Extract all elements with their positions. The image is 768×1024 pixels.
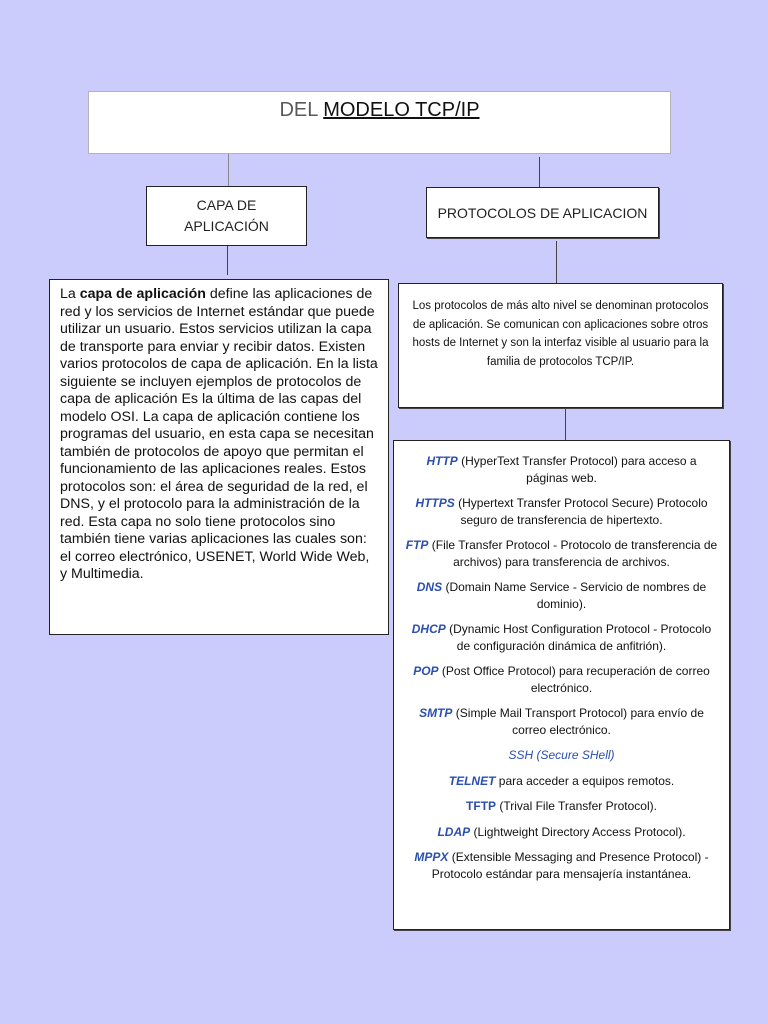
protocol-item bbox=[404, 798, 719, 815]
protocol-abbr: TFTP bbox=[466, 799, 497, 813]
protocol-abbr: SSH (Secure SHell) bbox=[508, 748, 615, 762]
protocol-desc: (Dynamic Host Configuration Protocol - Protocolo de configuración dinámica de anfitrión). bbox=[445, 622, 712, 653]
protocol-item bbox=[404, 824, 719, 841]
protocol-desc: (File Transfer Protocol - Protocolo de transferencia de archivos) para transferencia de archivos. bbox=[428, 538, 718, 569]
protocol-item bbox=[404, 579, 719, 612]
title-prefix: DEL bbox=[279, 99, 324, 121]
protocol-desc: (Domain Name Service - Servicio de nombres de dominio). bbox=[442, 580, 707, 611]
protocol-abbr: TELNET bbox=[448, 773, 496, 788]
protocol-desc: (Simple Mail Transport Protocol) para envío de correo electrónico. bbox=[452, 706, 704, 737]
protocol-item bbox=[404, 495, 719, 528]
protocol-desc: (Lightweight Directory Access Protocol). bbox=[470, 824, 686, 839]
protocol-list-box bbox=[393, 440, 730, 930]
protocol-item bbox=[404, 621, 719, 654]
protocol-intro-text: Los protocolos de más alto nivel se denominan protocolos de aplicación. Se comunican con aplicaciones sobre otros hosts de Internet y son la interfaz visible al usuario para la familia de protocolos TCP/IP. bbox=[412, 300, 709, 368]
protocol-abbr: HTTPS bbox=[415, 496, 455, 510]
protocol-abbr: MPPX bbox=[414, 850, 449, 864]
protocol-abbr: SMTP bbox=[419, 706, 453, 720]
connector-capa-desc bbox=[227, 246, 228, 275]
protocol-item bbox=[404, 663, 719, 696]
desc-bold: capa de aplicación bbox=[79, 286, 206, 302]
description-box bbox=[49, 279, 389, 635]
connector-protocolos-intro bbox=[556, 241, 557, 283]
desc-text: define las aplicaciones de red y los servicios de Internet estándar que puede utilizar un usuario. Estos servicios utilizan la capa de transporte para enviar y recibir datos. Existen varios protocolos de capa de aplicación. En la lista siguiente se incluyen ejemplos de protocolos de capa de aplicación Es la última de las capas del modelo OSI. La capa de aplicación contiene los programas del usuario, en esta capa se necesitan también de protocolos de apoyo que permitan el funcionamiento de las aplicaciones reales. Estos protocolos son: el área de seguridad de la red, el DNS, y el protocolo para la administración de la red. Esta capa no solo tiene protocolos sino también tiene varias aplicaciones las cuales son: el correo electrónico, USENET, World Wide Web, y Multimedia. bbox=[60, 286, 378, 582]
protocol-abbr: DNS bbox=[416, 580, 443, 594]
capa-line2: APLICACIÓN bbox=[184, 218, 269, 234]
protocol-abbr: DHCP bbox=[411, 622, 446, 636]
protocol-desc: (Extensible Messaging and Presence Protocol) - Protocolo estándar para mensajería instantánea. bbox=[431, 850, 709, 881]
title-box bbox=[88, 91, 671, 154]
protocol-item bbox=[404, 747, 719, 764]
connector-title-capa bbox=[228, 154, 229, 186]
protocol-desc: (Hypertext Transfer Protocol Secure) Protocolo seguro de transferencia de hipertexto. bbox=[454, 496, 708, 527]
protocolos-label: PROTOCOLOS DE APLICACION bbox=[437, 205, 648, 221]
capa-line1: CAPA DE bbox=[196, 197, 257, 213]
connector-intro-list bbox=[565, 408, 566, 440]
protocol-desc: (HyperText Transfer Protocol) para acceso a páginas web. bbox=[457, 454, 697, 485]
connector-title-protocolos bbox=[539, 157, 540, 187]
capa-aplicacion-box bbox=[146, 186, 307, 246]
protocol-desc: (Post Office Protocol) para recuperación de correo electrónico. bbox=[438, 664, 710, 695]
title-main: MODELO TCP/IP bbox=[323, 99, 480, 121]
protocol-item bbox=[404, 453, 719, 486]
protocol-abbr: POP bbox=[413, 664, 439, 678]
desc-lead: La bbox=[60, 286, 80, 302]
protocolos-box bbox=[426, 187, 659, 238]
protocol-abbr: HTTP bbox=[426, 454, 458, 468]
protocol-desc: (Trival File Transfer Protocol). bbox=[496, 799, 657, 813]
protocol-item bbox=[404, 537, 719, 570]
protocol-intro-box bbox=[398, 283, 723, 408]
protocol-item bbox=[404, 849, 719, 882]
protocol-abbr: LDAP bbox=[437, 824, 471, 839]
protocol-item bbox=[404, 705, 719, 738]
protocol-desc: para acceder a equipos remotos. bbox=[495, 773, 675, 788]
protocol-item bbox=[404, 773, 719, 790]
protocol-abbr: FTP bbox=[405, 538, 429, 552]
